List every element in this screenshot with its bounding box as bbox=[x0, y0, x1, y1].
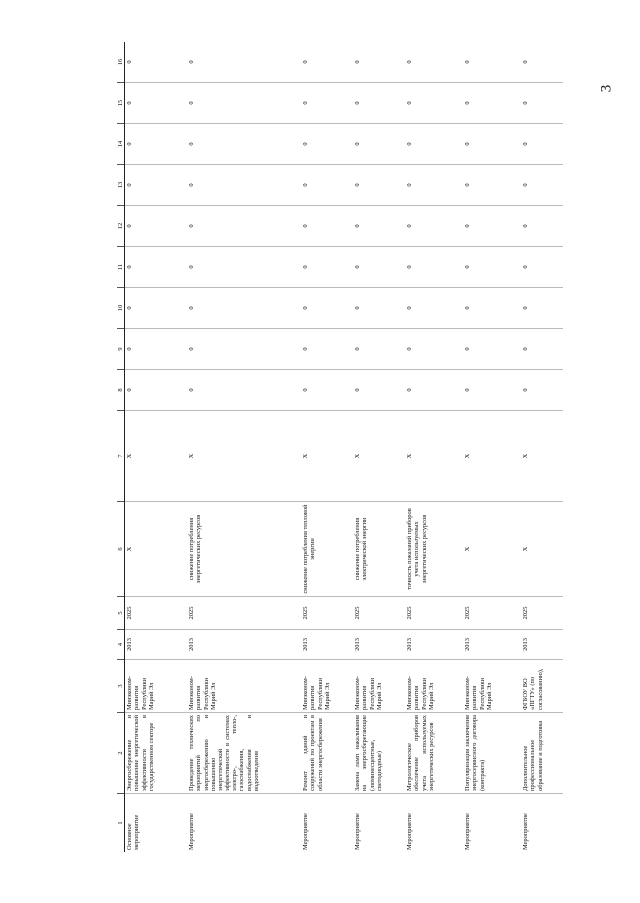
table-cell-col-5: 2025 bbox=[125, 597, 188, 630]
col-header-11: 11 bbox=[117, 247, 125, 288]
col-header-9: 9 bbox=[117, 329, 125, 370]
table-cell-col-15: 0 bbox=[521, 83, 563, 124]
col-header-5: 5 bbox=[117, 597, 125, 630]
table-cell-col-4: 2013 bbox=[353, 630, 405, 660]
table-cell-col-8: 0 bbox=[125, 370, 188, 411]
col-header-13: 13 bbox=[117, 165, 125, 206]
table-row bbox=[521, 42, 563, 852]
table-cell-col-2: Дополнительное профессиональное образование и подготовка bbox=[521, 713, 563, 794]
table-cell-col-12: 0 bbox=[301, 206, 353, 247]
table-cell-col-15: 0 bbox=[125, 83, 188, 124]
table-cell-col-5: 2025 bbox=[301, 597, 353, 630]
table-cell-col-10: 0 bbox=[521, 288, 563, 329]
table-cell-col-10: 0 bbox=[187, 288, 301, 329]
col-header-1: 1 bbox=[117, 794, 125, 853]
table-cell-col-14: 0 bbox=[125, 124, 188, 165]
table-cell-col-14: 0 bbox=[521, 124, 563, 165]
table-cell-col-3: Минэконом-развития Республики Марий Эл bbox=[125, 660, 188, 713]
table-cell-col-13: 0 bbox=[125, 165, 188, 206]
table-row bbox=[125, 42, 188, 852]
table-cell-col-9: 0 bbox=[463, 329, 521, 370]
column-number-row bbox=[117, 42, 125, 852]
table-cell-col-15: 0 bbox=[187, 83, 301, 124]
table-cell-col-13: 0 bbox=[187, 165, 301, 206]
table-cell-col-8: 0 bbox=[353, 370, 405, 411]
col-header-10: 10 bbox=[117, 288, 125, 329]
table-cell-col-3: Минэконом-развития Республики Марий Эл bbox=[301, 660, 353, 713]
table-cell-col-9: 0 bbox=[353, 329, 405, 370]
table-cell-col-6: снижение потребления электрической энергии bbox=[353, 502, 405, 597]
col-header-3: 3 bbox=[117, 660, 125, 713]
col-header-16: 16 bbox=[117, 42, 125, 83]
table-cell-col-14: 0 bbox=[301, 124, 353, 165]
table-cell-col-2: Популяризация заключения энергосервисного договора (контракта) bbox=[463, 713, 521, 794]
table-cell-col-3: Минэконом-развития Республики Марий Эл bbox=[463, 660, 521, 713]
table-cell-col-7: X bbox=[301, 411, 353, 502]
page-number: 3 bbox=[597, 84, 614, 93]
table-cell-col-11: 0 bbox=[463, 247, 521, 288]
table-cell-col-8: 0 bbox=[405, 370, 463, 411]
table-cell-col-12: 0 bbox=[353, 206, 405, 247]
table-cell-col-4: 2013 bbox=[187, 630, 301, 660]
table-cell-col-4: 2013 bbox=[463, 630, 521, 660]
col-header-15: 15 bbox=[117, 83, 125, 124]
table-cell-col-7: X bbox=[353, 411, 405, 502]
table-cell-col-11: 0 bbox=[521, 247, 563, 288]
table-cell-col-15: 0 bbox=[353, 83, 405, 124]
table-cell-col-13: 0 bbox=[463, 165, 521, 206]
col-header-6: 6 bbox=[117, 502, 125, 597]
table-cell-col-7: X bbox=[405, 411, 463, 502]
table-cell-col-12: 0 bbox=[187, 206, 301, 247]
table-cell-col-12: 0 bbox=[463, 206, 521, 247]
table-cell-col-13: 0 bbox=[405, 165, 463, 206]
table-cell-col-2: Замена ламп накаливания на энергосберегающие (люминесцентные, светодиодные) bbox=[353, 713, 405, 794]
table-cell-col-16: 0 bbox=[521, 42, 563, 83]
table-row bbox=[405, 42, 463, 852]
table-cell-col-7: X bbox=[187, 411, 301, 502]
table-cell-col-6: снижение потребления тепловой энергии bbox=[301, 502, 353, 597]
table-cell-col-13: 0 bbox=[521, 165, 563, 206]
table-cell-col-1: Мероприятие bbox=[522, 813, 530, 850]
table-cell-col-16: 0 bbox=[187, 42, 301, 83]
table-cell-col-12: 0 bbox=[405, 206, 463, 247]
table-cell-col-6: снижение потребления энергетических ресурсов bbox=[187, 502, 301, 597]
table-cell-col-3: Минэконом-развития Республики Марий Эл bbox=[405, 660, 463, 713]
col-header-2: 2 bbox=[117, 713, 125, 794]
table-cell-col-9: 0 bbox=[301, 329, 353, 370]
table-cell-col-15: 0 bbox=[301, 83, 353, 124]
table-cell-col-1: Мероприятие bbox=[354, 813, 362, 850]
table-cell-col-16: 0 bbox=[125, 42, 188, 83]
table-cell-col-8: 0 bbox=[521, 370, 563, 411]
table-cell-col-7: X bbox=[125, 411, 188, 502]
table-cell-col-14: 0 bbox=[187, 124, 301, 165]
table-cell-col-9: 0 bbox=[405, 329, 463, 370]
table-cell-col-10: 0 bbox=[353, 288, 405, 329]
table-cell-col-6: X bbox=[521, 502, 563, 597]
table-cell-col-11: 0 bbox=[405, 247, 463, 288]
table-cell-col-14: 0 bbox=[463, 124, 521, 165]
col-header-4: 4 bbox=[117, 630, 125, 660]
table-cell-col-13: 0 bbox=[301, 165, 353, 206]
table-cell-col-15: 0 bbox=[463, 83, 521, 124]
col-header-7: 7 bbox=[117, 411, 125, 502]
table-cell-col-1: Мероприятие bbox=[302, 813, 310, 850]
table-cell-col-2: Ремонт зданий и сооружений по проектам в области энергосбережения bbox=[301, 713, 353, 794]
table-cell-col-6: точность показаний приборов учета используемых энергетических ресурсов bbox=[405, 502, 463, 597]
table-cell-col-11: 0 bbox=[187, 247, 301, 288]
table-cell-col-8: 0 bbox=[187, 370, 301, 411]
table-row bbox=[187, 42, 301, 852]
table-cell-col-4: 2013 bbox=[125, 630, 188, 660]
table-cell-col-14: 0 bbox=[353, 124, 405, 165]
table-cell-col-8: 0 bbox=[463, 370, 521, 411]
table-cell-col-8: 0 bbox=[301, 370, 353, 411]
table-cell-col-7: X bbox=[463, 411, 521, 502]
table-cell-col-11: 0 bbox=[125, 247, 188, 288]
table-cell-col-16: 0 bbox=[463, 42, 521, 83]
table-cell-col-3: Минэконом-развития Республики Марий Эл bbox=[353, 660, 405, 713]
table-cell-col-9: 0 bbox=[125, 329, 188, 370]
table-cell-col-5: 2025 bbox=[353, 597, 405, 630]
table-cell-col-13: 0 bbox=[353, 165, 405, 206]
table-cell-col-6: X bbox=[125, 502, 188, 597]
table-cell-col-12: 0 bbox=[521, 206, 563, 247]
table-cell-col-7: X bbox=[521, 411, 563, 502]
table-cell-col-2: Энергосбережение и повышение энергетической эффективности в государственном секторе bbox=[125, 713, 188, 794]
table-cell-col-10: 0 bbox=[125, 288, 188, 329]
table-cell-col-11: 0 bbox=[353, 247, 405, 288]
table-cell-col-4: 2013 bbox=[405, 630, 463, 660]
table-cell-col-2: Проведение технических мероприятий по энергосбережению и повышению энергетической эффективности в системах электро-, тепло-, газоснабжения, водоснабжения и водоотведения bbox=[187, 713, 301, 794]
table-cell-col-10: 0 bbox=[463, 288, 521, 329]
table-cell-col-1: Основное мероприятие bbox=[126, 814, 141, 850]
col-header-14: 14 bbox=[117, 124, 125, 165]
table-cell-col-5: 2025 bbox=[463, 597, 521, 630]
table-cell-col-9: 0 bbox=[521, 329, 563, 370]
table-cell-col-5: 2025 bbox=[521, 597, 563, 630]
table-cell-col-6: X bbox=[463, 502, 521, 597]
rotated-table-container bbox=[117, 58, 544, 852]
table-cell-col-3: Минэконом-развития Республики Марий Эл bbox=[187, 660, 301, 713]
table-cell-col-4: 2013 bbox=[521, 630, 563, 660]
table-cell-col-5: 2025 bbox=[405, 597, 463, 630]
table-cell-col-4: 2013 bbox=[301, 630, 353, 660]
table-row bbox=[463, 42, 521, 852]
table-body bbox=[125, 42, 564, 852]
table-cell-col-1: Мероприятие bbox=[464, 813, 472, 850]
program-table bbox=[117, 42, 563, 852]
table-cell-col-9: 0 bbox=[187, 329, 301, 370]
table-cell-col-5: 2025 bbox=[187, 597, 301, 630]
table-cell-col-16: 0 bbox=[301, 42, 353, 83]
table-cell-col-15: 0 bbox=[405, 83, 463, 124]
table-row bbox=[301, 42, 353, 852]
table-cell-col-3: ФГБОУ ВО «ПГТУ» (по согласованию), bbox=[521, 660, 563, 713]
table-cell-col-16: 0 bbox=[405, 42, 463, 83]
table-cell-col-10: 0 bbox=[301, 288, 353, 329]
table-cell-col-12: 0 bbox=[125, 206, 188, 247]
col-header-12: 12 bbox=[117, 206, 125, 247]
table-cell-col-10: 0 bbox=[405, 288, 463, 329]
table-cell-col-1: Мероприятие bbox=[188, 813, 196, 850]
table-cell-col-2: Метрологическое обеспечение приборов учета используемых энергетических ресурсов bbox=[405, 713, 463, 794]
table-cell-col-14: 0 bbox=[405, 124, 463, 165]
table-row bbox=[353, 42, 405, 852]
table-cell-col-1: Мероприятие bbox=[406, 813, 414, 850]
table-cell-col-11: 0 bbox=[301, 247, 353, 288]
col-header-8: 8 bbox=[117, 370, 125, 411]
table-cell-col-16: 0 bbox=[353, 42, 405, 83]
